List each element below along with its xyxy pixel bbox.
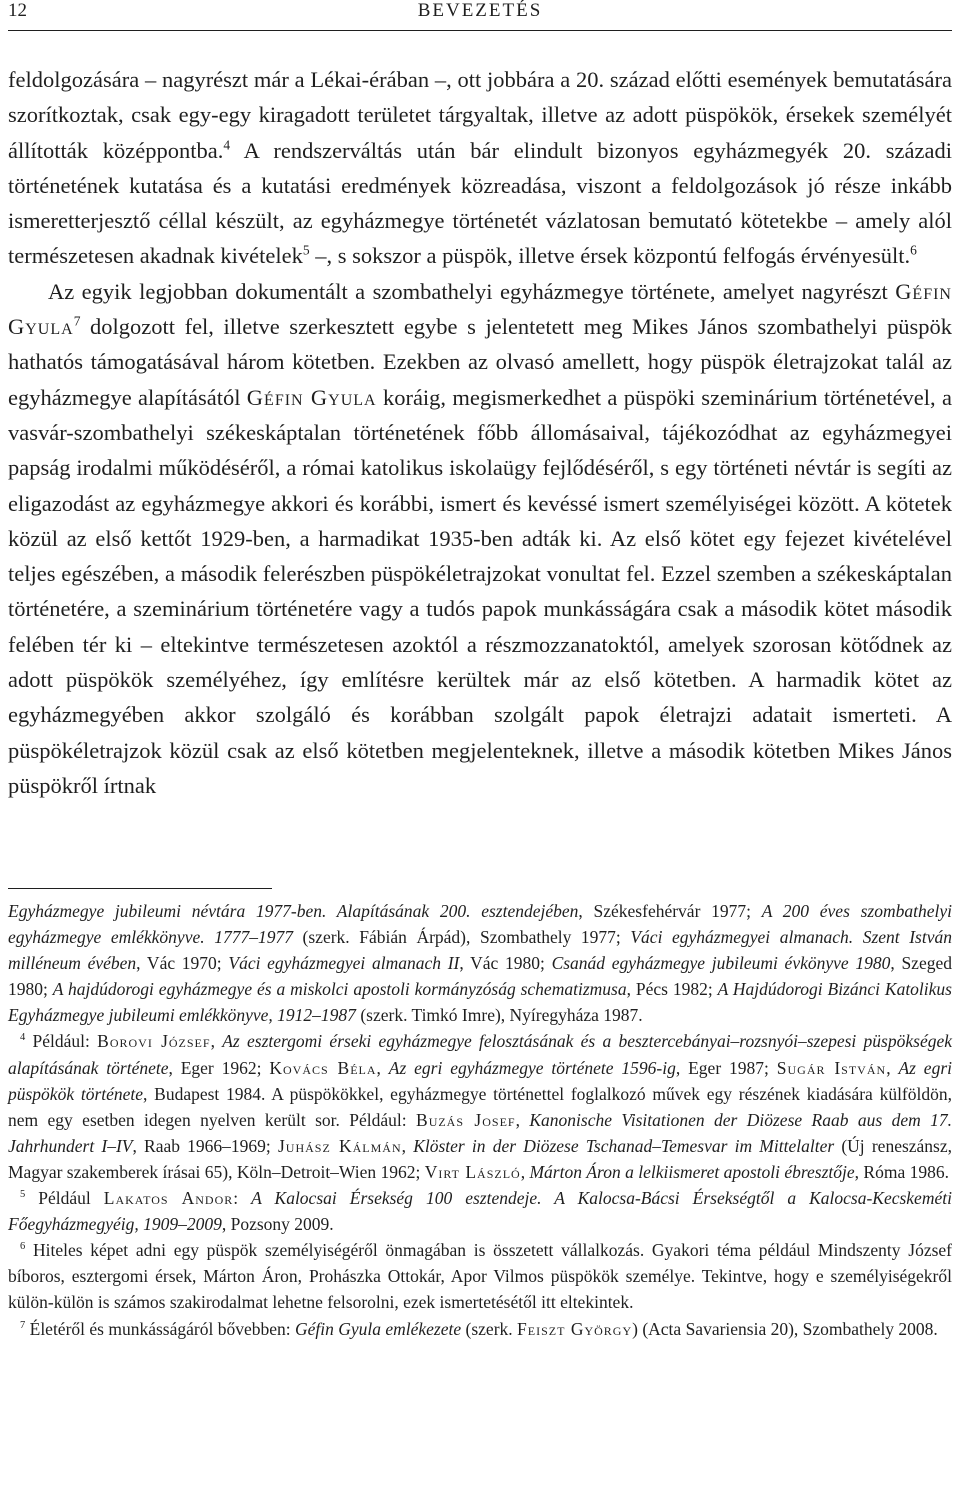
footnote-7 — [8, 1316, 952, 1342]
text-run: ) (Acta Savariensia 20), Szombathely 2008. — [632, 1318, 938, 1339]
footnote-mark: 6 — [20, 1241, 26, 1253]
text-run: , Székesfehérvár 1977; — [578, 901, 762, 921]
cited-title: A hajdúdorogi egyházmegye és a miskolci apostoli kormányzóság schematizmusa — [52, 979, 627, 1000]
footnote-mark: 4 — [20, 1032, 26, 1044]
paragraph-2 — [8, 274, 952, 803]
main-text — [8, 62, 952, 803]
cited-title: Az esztergomi érseki egyházmegye felosztásának és a besztercebányai–rozsnyói–szepesi püspökségek alapításának története — [8, 1031, 953, 1078]
author-name: Borovi József — [97, 1031, 211, 1052]
text-run: (szerk. Timkó Imre), Nyíregyháza 1987. — [355, 1005, 643, 1026]
text-run: : — [233, 1188, 252, 1209]
text-run: , Eger 1987; — [675, 1057, 777, 1078]
text-run: koráig, megismerkedhet a püspöki szeminárium történetével, a vasvár-szombathelyi székeskáptalan történetének főbb állomásaival, tájékozódhat az egyházmegyei papság irodalmi működéséről, a római katolikus iskolaügy fejlődéséről, s egy történeti névtár is segíti az eligazodást az egyházmegye akkori és korábbi, ismert és kevéssé ismert személyiségei között. A kötetek közül az első kettőt 1929-ben, a harmadikat 1935-ben adták ki. Az első kötet egy fejezet kivételével teljes egészében, a második felerészben püspökéletrajzokat vonultat fel. Ezzel szemben a székeskáptalan történetére, a szeminárium történetére vagy a tudós papok munkásságára csak a második kötet második felében tér ki – eltekintve természetesen azoktól a részmozzanatoktól, amelyek szorosan kötődnek az adott püspökök személyéhez, így említésre kerültek már az első kötetben. A harmadik kötet az egyházmegyében akkor szolgáló és korábban szolgált papok életrajzi adatait ismerteti. A püspökéletrajzok közül csak az első kötetben megjelenteknek, illetve a második kötetben Mikes János püspökről írtnak — [8, 384, 952, 798]
footnote-ref-7[interactable]: 7 — [73, 313, 81, 329]
text-run: (szerk. — [461, 1318, 518, 1339]
text-run: A rendszerváltás után bár elindult bizonyos egyházmegyék 20. századi történetének kutatása és a kutatási eredmények közreadása, viszont a feldolgozások jó része inkább ismeretterjesztő céllal készült, az egyházmegye történetét vázlatosan bemutató kötetekbe – amely alól természetesen akadnak kivételek — [8, 137, 952, 269]
footnote-separator — [8, 888, 272, 889]
text-run: , Pécs 1982; — [626, 979, 718, 1000]
author-name: Juhász Kálmán — [277, 1135, 402, 1156]
text-run: , Eger 1962; — [168, 1057, 270, 1078]
author-name: Sugár István — [776, 1057, 887, 1078]
cited-title: Kanonische Visitationen der Diözese Raab aus dem 17. Jahrhundert I–IV — [8, 1109, 952, 1156]
text-run: Hiteles képet adni egy püspök személyiségéről önmagában is összetett vállalkozás. Gyakori téma például Mindszenty József bíboros, esztergomi érsek, Márton Áron, Prohászka Ottokár, Apor Vilmos püspökök személye. Tekintve, hogy e személyiségekről külön-külön is számos szakirodalmat lehetne felsorolni, ezek ismertetésétől itt eltekintek. — [8, 1240, 952, 1313]
cited-title: Váci egyházmegyei almanach II — [228, 953, 460, 974]
text-run: (Új reneszánsz, Magyar szakemberek írásai 65), Köln–Detroit–Wien 1962; — [8, 1135, 953, 1182]
text-run: , — [210, 1031, 223, 1052]
text-run: , Pozsony 2009. — [221, 1214, 334, 1235]
author-name: Lakatos Andor — [103, 1188, 234, 1209]
footnote-3-continued — [8, 898, 952, 1028]
cited-title: Az egri egyházmegye története 1596-ig — [388, 1057, 676, 1078]
running-header — [8, 0, 952, 26]
text-run: (szerk. Fábián Árpád), Szombathely 1977; — [292, 927, 631, 948]
header-rule — [8, 30, 952, 31]
footnote-ref-6[interactable]: 6 — [910, 242, 917, 258]
text-run: Például: — [25, 1031, 98, 1052]
text-run: , Róma 1986. — [854, 1161, 949, 1182]
cited-title: Egyházmegye jubileumi névtára 1977-ben. Alapításának 200. esztendejében — [8, 901, 579, 921]
footnote-ref-5[interactable]: 5 — [302, 242, 310, 258]
text-run: , Raab 1966–1969; — [132, 1135, 278, 1156]
text-run: Az egyik legjobban dokumentált a szombathelyi egyházmegye története, amelyet nagyrészt — [48, 278, 896, 304]
text-run: , — [515, 1109, 530, 1130]
text-run: , Vác 1970; — [136, 953, 229, 974]
footnote-mark: 5 — [20, 1189, 26, 1201]
text-run: , — [376, 1057, 389, 1078]
footnote-mark: 7 — [20, 1319, 26, 1331]
text-run: , Budapest 1984. A püspökökkel, egyházmegye történettel foglalkozó művek egy részének kiadására külföldön, nem egy esetben idegen nyelven került sor. Például: — [8, 1083, 952, 1130]
text-run: feldolgozására – nagyrészt már a Lékai-érában –, ott jobbára a 20. század előtti események bemutatására szorítkoztak, csak egy-egy kiragadott területet tárgyaltak, illetve az adott püspökök, érsekek személyét állították középpontba. — [8, 67, 952, 163]
cited-title: Az egri püspökök története — [8, 1057, 952, 1104]
text-run: , — [520, 1161, 530, 1182]
cited-title: Csanád egyházmegye jubileumi évkönyve 1980 — [551, 953, 891, 974]
author-name: Géfin Gyula — [246, 384, 377, 410]
author-name: Virt László — [424, 1161, 521, 1182]
text-run: , — [886, 1057, 899, 1078]
text-run: Például — [25, 1188, 104, 1209]
footnote-5 — [8, 1185, 952, 1237]
text-run: Életéről és munkásságáról bővebben: — [25, 1318, 295, 1339]
author-name: Feiszt György — [517, 1318, 633, 1339]
cited-title: Géfin Gyula emlékezete — [294, 1318, 462, 1339]
cited-title: A Kalocsai Érsekség 100 esztendeje. A Kalocsa-Bácsi Érsekségtől a Kalocsa-Kecskeméti Főegyházmegyéig, 1909–2009 — [8, 1188, 952, 1235]
text-run: , — [401, 1135, 414, 1156]
paragraph-1 — [8, 62, 952, 274]
cited-title: Márton Áron a lelkiismeret apostoli ébresztője — [529, 1161, 855, 1182]
text-run: , Vác 1980; — [459, 953, 552, 974]
footnote-4 — [8, 1028, 952, 1185]
footnotes — [8, 898, 952, 1342]
author-name: Kovács Béla — [269, 1057, 377, 1078]
page-number: 12 — [8, 0, 27, 21]
text-run: dolgozott fel, illetve szerkesztett egybe s jelentetett meg Mikes János szombathelyi püspök hathatós támogatásával három kötetben. Ezekben az olvasó amellett, hogy püspök életrajzokat talál az egyházmegye alapításától — [8, 314, 952, 410]
author-name: Buzás Josef — [416, 1109, 516, 1130]
cited-title: A 200 éves szombathelyi egyházmegye emlékkönyve. 1777–1977 — [8, 901, 952, 948]
running-title: BEVEZETÉS — [417, 0, 543, 21]
cited-title: Váci egyházmegyei almanach. Szent István milléneum évében — [8, 927, 952, 974]
text-run: –, s sokszor a püspök, illetve érsek központú felfogás érvényesült. — [309, 243, 911, 269]
footnote-ref-4[interactable]: 4 — [223, 137, 231, 153]
cited-title: Klöster in der Diözese Tschanad–Temesvar im Mittelalter — [413, 1135, 835, 1156]
footnote-6 — [8, 1237, 952, 1315]
cited-title: A Hajdúdorogi Bizánci Katolikus Egyházmegye jubileumi emlékkönyve, 1912–1987 — [8, 979, 952, 1026]
text-run: , Szeged 1980; — [8, 953, 952, 1000]
author-name: Géfin Gyula — [8, 278, 952, 340]
